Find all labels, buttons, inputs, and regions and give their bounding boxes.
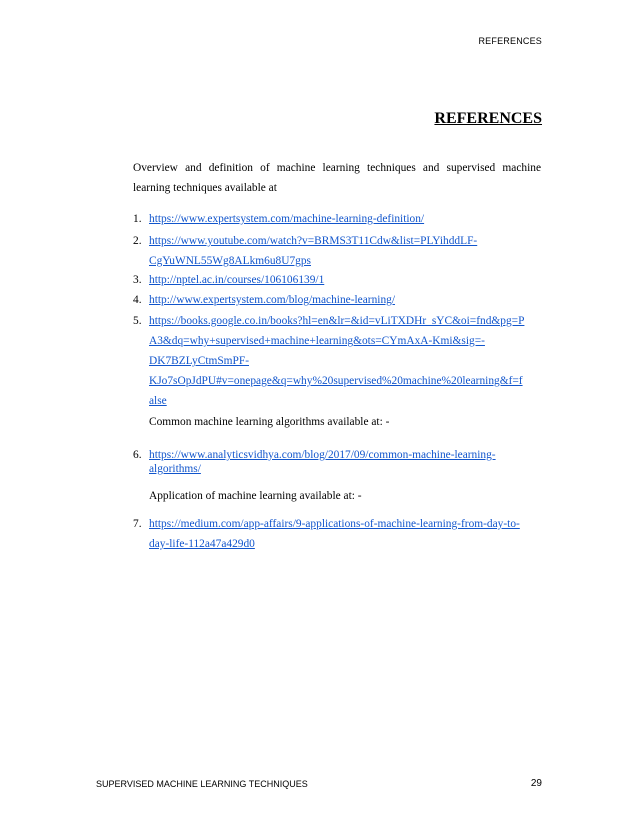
running-head: REFERENCES: [478, 36, 542, 46]
reference-link-5[interactable]: https://books.google.co.in/books?hl=en&lr=&id=vLiTXDHr_sYC&oi=fnd&pg=P A3&dq=why+supervised+machine+learning&ots=CYmAxA-Kmi&sig=- DK7BZLyCtmSmPF- KJo7sOpJdPU#v=onepage&q=why%20supervised%20machine%20learning&f=f alse: [149, 315, 525, 407]
page-number: 29: [530, 778, 542, 789]
intro-paragraph: Overview and definition of machine learning techniques and supervised machine learning techniques available at: [133, 162, 541, 194]
note-common-algorithms: Common machine learning algorithms available at: -: [149, 416, 390, 428]
reference-link-6[interactable]: https://www.analyticsvidhya.com/blog/2017/09/common-machine-learning- algorithms/: [149, 449, 496, 475]
reference-link-2[interactable]: https://www.youtube.com/watch?v=BRMS3T11Cdw&list=PLYihddLF- CgYuWNL55Wg8ALkm6u8U7gps: [149, 235, 478, 267]
reference-number: 1.: [133, 213, 142, 225]
reference-link-1[interactable]: https://www.expertsystem.com/machine-learning-definition/: [149, 213, 425, 225]
reference-number: 5.: [133, 315, 142, 327]
reference-number: 4.: [133, 294, 142, 306]
reference-number: 2.: [133, 235, 142, 247]
reference-number: 7.: [133, 518, 142, 530]
reference-link-7[interactable]: https://medium.com/app-affairs/9-applications-of-machine-learning-from-day-to- day-life-112a47a429d0: [149, 518, 520, 550]
footer-title: SUPERVISED MACHINE LEARNING TECHNIQUES: [96, 779, 308, 789]
note-applications: Application of machine learning available at: -: [149, 490, 362, 502]
reference-link-3[interactable]: http://nptel.ac.in/courses/106106139/1: [149, 274, 325, 286]
reference-number: 3.: [133, 274, 142, 286]
reference-link-4[interactable]: http://www.expertsystem.com/blog/machine-learning/: [149, 294, 395, 306]
page-title: REFERENCES: [434, 110, 542, 127]
reference-number: 6.: [133, 449, 142, 461]
